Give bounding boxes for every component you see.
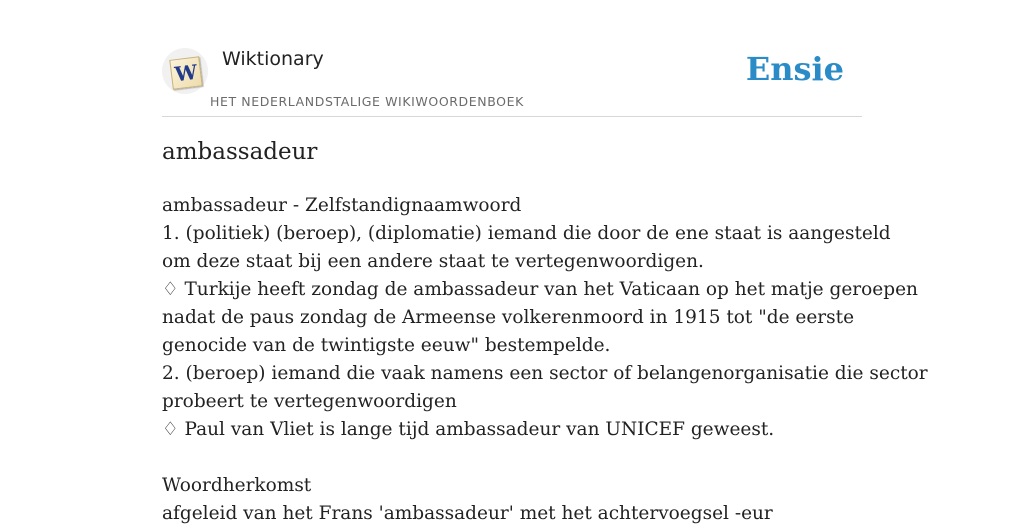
site-name[interactable]: Wiktionary	[222, 48, 324, 70]
etymology-heading: Woordherkomst	[162, 475, 312, 496]
site-header	[162, 44, 862, 117]
ensie-logo-link[interactable]: Ensie	[745, 50, 844, 88]
definition-line: om deze staat bij een andere staat te vertegenwoordigen.	[162, 251, 704, 272]
site-tagline: HET NEDERLANDSTALIGE WIKIWOORDENBOEK	[210, 94, 524, 109]
wiktionary-logo[interactable]	[162, 48, 208, 94]
logo-letter: W	[173, 59, 199, 87]
definition-line: probeert te vertegenwoordigen	[162, 391, 457, 412]
example-line: ♢ Turkije heeft zondag de ambassadeur van het Vaticaan op het matje geroepen	[162, 279, 918, 300]
entry-body	[162, 192, 928, 528]
definition-line: 1. (politiek) (beroep), (diplomatie) iemand die door de ene staat is aangesteld	[162, 223, 891, 244]
paragraph-gap	[162, 444, 862, 472]
example-line: genocide van de twintigste eeuw" bestempelde.	[162, 335, 611, 356]
example-line: nadat de paus zondag de Armeense volkerenmoord in 1915 tot "de eerste	[162, 307, 855, 328]
example-line: ♢ Paul van Vliet is lange tijd ambassadeur van UNICEF geweest.	[162, 419, 775, 440]
definition-line: 2. (beroep) iemand die vaak namens een sector of belangenorganisatie die sector	[162, 363, 928, 384]
logo-tile-icon	[169, 56, 202, 89]
etymology-text: afgeleid van het Frans 'ambassadeur' met het achtervoegsel -eur	[162, 503, 773, 524]
entry-heading: ambassadeur - Zelfstandignaamwoord	[162, 195, 522, 216]
page-title: ambassadeur	[162, 139, 318, 165]
